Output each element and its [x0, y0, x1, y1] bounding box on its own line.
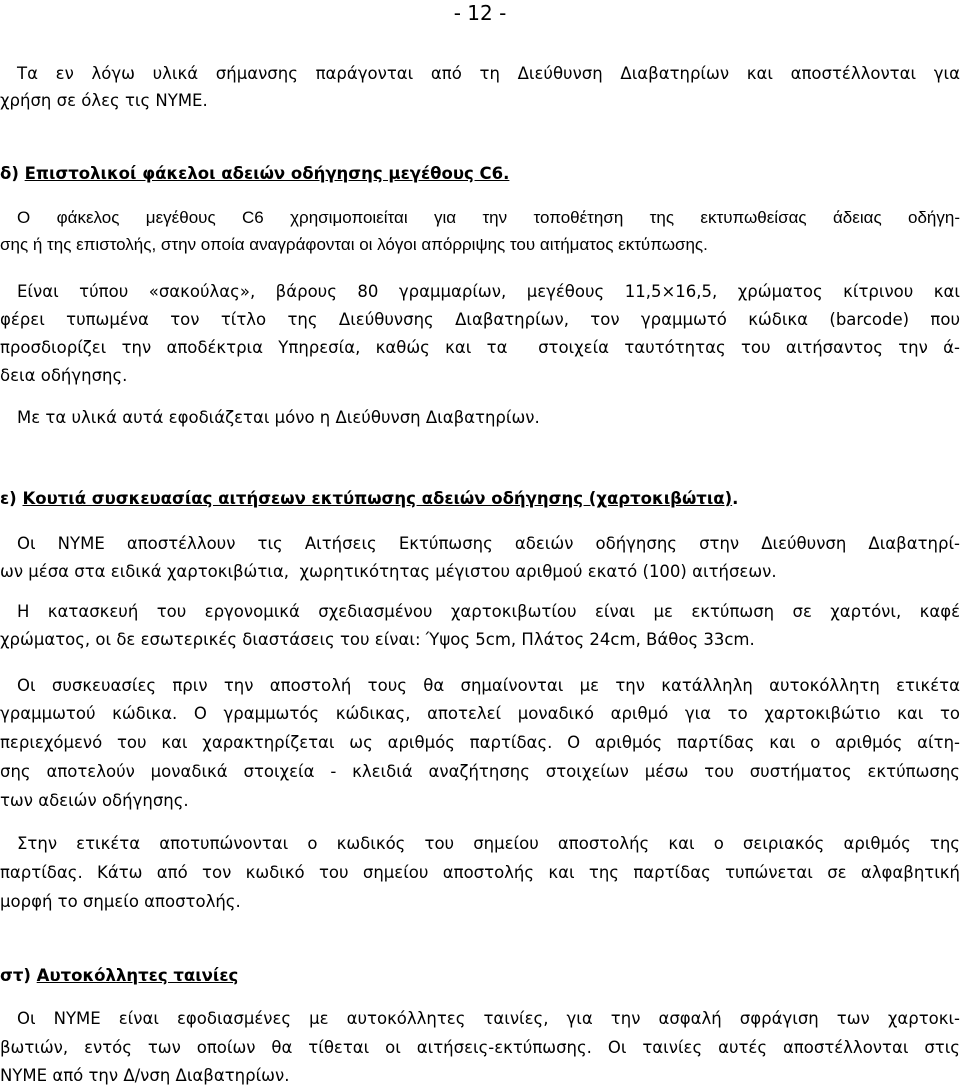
- page-number: - 12 -: [453, 1, 507, 25]
- heading-prefix: ε): [0, 489, 23, 508]
- paragraph-line: Στην ετικέτα αποτυπώνονται ο κωδικός του σημείου αποστολής και ο σειριακός αριθμός της: [17, 834, 960, 853]
- paragraph-line: περιεχόμενό του και χαρακτηρίζεται ως αριθμός παρτίδας. Ο αριθμός παρτίδας και ο αριθμός αίτη-: [0, 733, 960, 752]
- paragraph-line: σης ή της επιστολής, στην οποία αναγράφονται οι λόγοι απόρριψης του αιτήματος εκτύπωσης.: [0, 235, 708, 254]
- heading-title: Επιστολικοί φάκελοι αδειών οδήγησης μεγέθους C6.: [24, 164, 510, 183]
- section-heading-d: [0, 162, 960, 186]
- paragraph-line: φέρει τυπωμένα τον τίτλο της Διεύθυνσης Διαβατηρίων, τον γραμμωτό κώδικα (barcode) που: [0, 310, 960, 329]
- paragraph-line: Τα εν λόγω υλικά σήμανσης παράγονται από τη Διεύθυνση Διαβατηρίων και αποστέλλονται για: [17, 64, 960, 83]
- paragraph-line: Ο φάκελος μεγέθους C6 χρησιμοποιείται για την τοποθέτηση της εκτυπωθείσας άδειας οδήγη-: [17, 208, 960, 227]
- paragraph-line: παρτίδας. Κάτω από τον κωδικό του σημείου αποστολής και της παρτίδας τυπώνεται σε αλφαβητική: [0, 863, 960, 882]
- paragraph-line: δεια οδήγησης.: [0, 366, 128, 385]
- paragraph-line: χρώματος, οι δε εσωτερικές διαστάσεις του είναι: Ύψος 5cm, Πλάτος 24cm, Βάθος 33cm.: [0, 630, 755, 649]
- paragraph-line: Η κατασκευή του εργονομικά σχεδιασμένου χαρτοκιβωτίου είναι με εκτύπωση σε χαρτόνι, καφέ: [17, 602, 960, 621]
- paragraph-line: ων μέσα στα ειδικά χαρτοκιβώτια, χωρητικότητας μέγιστου αριθμού εκατό (100) αιτήσεων.: [0, 562, 777, 581]
- paragraph-line: μορφή το σημείο αποστολής.: [0, 892, 241, 911]
- paragraph-line: χρήση σε όλες τις ΝΥΜΕ.: [0, 91, 208, 110]
- heading-title: Κουτιά συσκευασίας αιτήσεων εκτύπωσης αδειών οδήγησης (χαρτοκιβώτια): [22, 489, 733, 508]
- heading-prefix: δ): [0, 164, 25, 183]
- paragraph-line: σης αποτελούν μοναδικά στοιχεία - κλειδιά αναζήτησης στοιχείων μέσω του συστήματος εκτύπωσης: [0, 762, 960, 781]
- paragraph-line: Οι συσκευασίες πριν την αποστολή τους θα σημαίνονται με την κατάλληλη αυτοκόλλητη ετικέτα: [17, 676, 960, 695]
- paragraph-line: Οι ΝΥΜΕ αποστέλλουν τις Αιτήσεις Εκτύπωσης αδειών οδήγησης στην Διεύθυνση Διαβατηρί-: [17, 534, 960, 553]
- paragraph-line: βωτιών, εντός των οποίων θα τίθεται οι αιτήσεις-εκτύπωσης. Οι ταινίες αυτές αποστέλλονται στις: [0, 1038, 960, 1057]
- paragraph-line: Με τα υλικά αυτά εφοδιάζεται μόνο η Διεύθυνση Διαβατηρίων.: [17, 408, 540, 427]
- paragraph-line: γραμμωτού κώδικα. Ο γραμμωτός κώδικας, αποτελεί μοναδικό αριθμό για το χαρτοκιβώτιο και το: [0, 704, 960, 723]
- heading-suffix: .: [732, 489, 739, 508]
- paragraph-line: προσδιορίζει την αποδέκτρια Υπηρεσία, καθώς και τα στοιχεία ταυτότητας του αιτήσαντος την ά-: [0, 338, 960, 357]
- paragraph-line: Οι ΝΥΜΕ είναι εφοδιασμένες με αυτοκόλλητες ταινίες, για την ασφαλή σφράγιση των χαρτοκι-: [17, 1009, 960, 1028]
- heading-prefix: στ): [0, 966, 37, 985]
- section-heading-st: [0, 964, 960, 988]
- paragraph-line: ΝΥΜΕ από την Δ/νση Διαβατηρίων.: [0, 1066, 290, 1085]
- paragraph-line: Είναι τύπου «σακούλας», βάρους 80 γραμμαρίων, μεγέθους 11,5×16,5, χρώματος κίτρινου και: [17, 282, 960, 301]
- paragraph-line: των αδειών οδήγησης.: [0, 791, 189, 810]
- heading-title: Αυτοκόλλητες ταινίες: [36, 966, 239, 985]
- section-heading-e: [0, 487, 960, 511]
